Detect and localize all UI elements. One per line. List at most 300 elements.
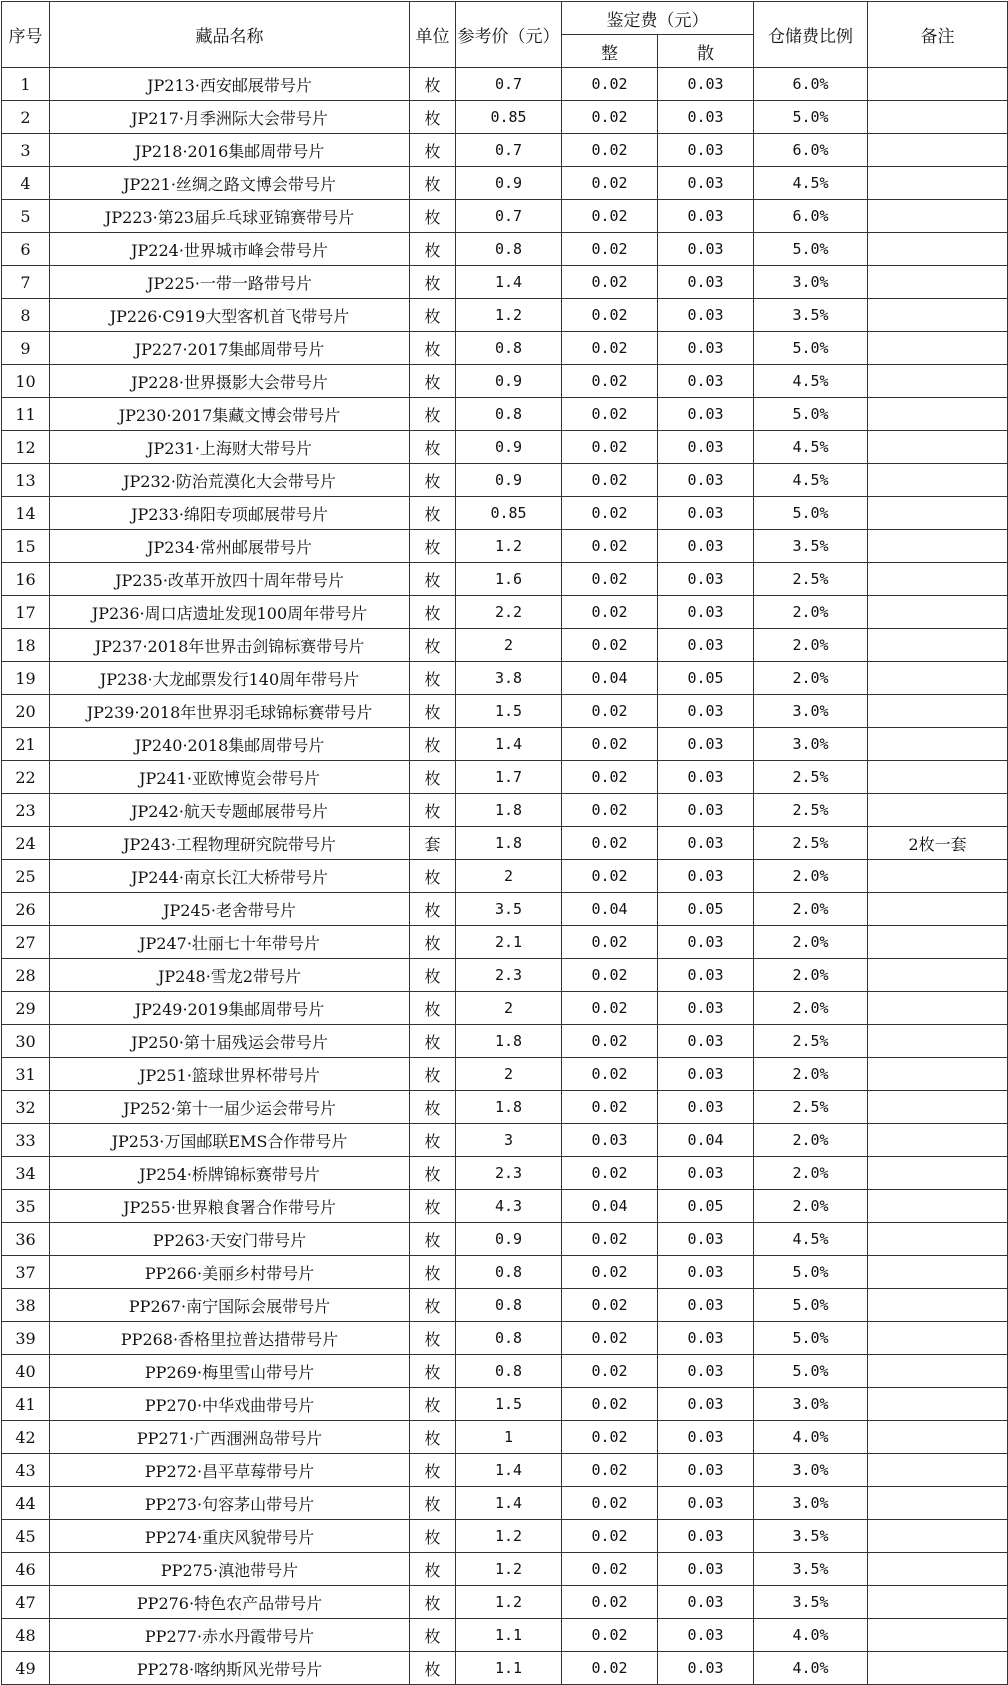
cell-storage-ratio: 2.5%: [754, 1025, 868, 1058]
cell-remark: 2枚一套: [868, 827, 1008, 860]
cell-storage-ratio: 3.0%: [754, 695, 868, 728]
cell-seq: 28: [2, 959, 50, 992]
header-name: 藏品名称: [50, 2, 410, 68]
cell-appraisal-loose: 0.03: [658, 68, 754, 101]
table-row: [2, 167, 1008, 200]
cell-name: JP238·大龙邮票发行140周年带号片: [50, 662, 410, 695]
table-row: [2, 1454, 1008, 1487]
cell-appraisal-loose: 0.03: [658, 365, 754, 398]
cell-appraisal-loose: 0.03: [658, 530, 754, 563]
cell-appraisal-whole: 0.02: [562, 926, 658, 959]
cell-appraisal-whole: 0.02: [562, 167, 658, 200]
cell-remark: [868, 497, 1008, 530]
collection-price-table: [1, 1, 1008, 1685]
cell-appraisal-loose: 0.03: [658, 497, 754, 530]
cell-remark: [868, 266, 1008, 299]
cell-ref-price: 0.9: [456, 464, 562, 497]
cell-name: JP227·2017集邮周带号片: [50, 332, 410, 365]
cell-ref-price: 0.7: [456, 134, 562, 167]
cell-ref-price: 2: [456, 992, 562, 1025]
cell-unit: 枚: [410, 1190, 456, 1223]
table-row: [2, 1190, 1008, 1223]
table-row: [2, 1388, 1008, 1421]
cell-unit: 枚: [410, 1124, 456, 1157]
cell-name: PP263·天安门带号片: [50, 1223, 410, 1256]
cell-seq: 39: [2, 1322, 50, 1355]
cell-appraisal-whole: 0.02: [562, 761, 658, 794]
cell-storage-ratio: 4.5%: [754, 167, 868, 200]
cell-name: PP276·特色农产品带号片: [50, 1586, 410, 1619]
cell-unit: 枚: [410, 1586, 456, 1619]
cell-remark: [868, 1355, 1008, 1388]
cell-name: PP268·香格里拉普达措带号片: [50, 1322, 410, 1355]
cell-remark: [868, 959, 1008, 992]
cell-seq: 34: [2, 1157, 50, 1190]
table-row: [2, 200, 1008, 233]
cell-ref-price: 1.5: [456, 695, 562, 728]
cell-seq: 9: [2, 332, 50, 365]
cell-name: JP232·防治荒漠化大会带号片: [50, 464, 410, 497]
cell-remark: [868, 1553, 1008, 1586]
cell-seq: 5: [2, 200, 50, 233]
cell-unit: 枚: [410, 1157, 456, 1190]
cell-appraisal-whole: 0.02: [562, 695, 658, 728]
table-row: [2, 794, 1008, 827]
header-storage-ratio: 仓储费比例: [754, 2, 868, 68]
cell-ref-price: 2: [456, 860, 562, 893]
table-row: [2, 266, 1008, 299]
cell-name: JP241·亚欧博览会带号片: [50, 761, 410, 794]
cell-appraisal-loose: 0.03: [658, 794, 754, 827]
cell-seq: 38: [2, 1289, 50, 1322]
cell-ref-price: 3.5: [456, 893, 562, 926]
cell-ref-price: 0.85: [456, 497, 562, 530]
table-row: [2, 1157, 1008, 1190]
cell-appraisal-loose: 0.03: [658, 1256, 754, 1289]
cell-name: JP250·第十届残运会带号片: [50, 1025, 410, 1058]
table-row: [2, 1058, 1008, 1091]
cell-seq: 1: [2, 68, 50, 101]
cell-name: JP239·2018年世界羽毛球锦标赛带号片: [50, 695, 410, 728]
cell-storage-ratio: 2.0%: [754, 1190, 868, 1223]
cell-unit: 枚: [410, 167, 456, 200]
cell-appraisal-loose: 0.03: [658, 1487, 754, 1520]
cell-seq: 13: [2, 464, 50, 497]
table-row: [2, 992, 1008, 1025]
header-ref-price: 参考价（元）: [456, 2, 562, 68]
cell-appraisal-whole: 0.02: [562, 827, 658, 860]
cell-name: JP226·C919大型客机首飞带号片: [50, 299, 410, 332]
cell-ref-price: 2.1: [456, 926, 562, 959]
cell-appraisal-loose: 0.03: [658, 827, 754, 860]
cell-remark: [868, 167, 1008, 200]
cell-appraisal-loose: 0.03: [658, 728, 754, 761]
cell-unit: 枚: [410, 332, 456, 365]
cell-seq: 19: [2, 662, 50, 695]
cell-remark: [868, 1652, 1008, 1685]
cell-ref-price: 0.8: [456, 332, 562, 365]
cell-seq: 44: [2, 1487, 50, 1520]
cell-unit: 枚: [410, 1454, 456, 1487]
cell-storage-ratio: 2.0%: [754, 1157, 868, 1190]
header-unit: 单位: [410, 2, 456, 68]
cell-appraisal-whole: 0.04: [562, 1190, 658, 1223]
cell-storage-ratio: 5.0%: [754, 398, 868, 431]
cell-remark: [868, 1091, 1008, 1124]
cell-storage-ratio: 2.0%: [754, 926, 868, 959]
cell-ref-price: 1.8: [456, 1091, 562, 1124]
cell-unit: 枚: [410, 365, 456, 398]
cell-name: JP213·西安邮展带号片: [50, 68, 410, 101]
cell-remark: [868, 1025, 1008, 1058]
cell-unit: 枚: [410, 1619, 456, 1652]
cell-seq: 37: [2, 1256, 50, 1289]
table-row: [2, 1553, 1008, 1586]
cell-storage-ratio: 2.0%: [754, 992, 868, 1025]
table-row: [2, 299, 1008, 332]
cell-unit: 枚: [410, 992, 456, 1025]
cell-seq: 27: [2, 926, 50, 959]
cell-name: JP224·世界城市峰会带号片: [50, 233, 410, 266]
cell-name: PP277·赤水丹霞带号片: [50, 1619, 410, 1652]
cell-remark: [868, 1190, 1008, 1223]
cell-appraisal-whole: 0.02: [562, 200, 658, 233]
cell-ref-price: 2.3: [456, 959, 562, 992]
cell-name: JP252·第十一届少运会带号片: [50, 1091, 410, 1124]
cell-appraisal-loose: 0.03: [658, 1388, 754, 1421]
cell-appraisal-whole: 0.02: [562, 563, 658, 596]
cell-seq: 3: [2, 134, 50, 167]
cell-appraisal-whole: 0.02: [562, 101, 658, 134]
cell-storage-ratio: 5.0%: [754, 233, 868, 266]
cell-ref-price: 1.1: [456, 1652, 562, 1685]
cell-remark: [868, 893, 1008, 926]
cell-seq: 24: [2, 827, 50, 860]
cell-appraisal-loose: 0.03: [658, 629, 754, 662]
cell-name: PP273·句容茅山带号片: [50, 1487, 410, 1520]
cell-appraisal-loose: 0.03: [658, 464, 754, 497]
cell-remark: [868, 464, 1008, 497]
cell-ref-price: 0.8: [456, 233, 562, 266]
cell-storage-ratio: 2.0%: [754, 596, 868, 629]
cell-seq: 49: [2, 1652, 50, 1685]
cell-storage-ratio: 5.0%: [754, 101, 868, 134]
cell-storage-ratio: 2.0%: [754, 1058, 868, 1091]
cell-appraisal-loose: 0.03: [658, 1025, 754, 1058]
table-row: [2, 1520, 1008, 1553]
cell-appraisal-loose: 0.03: [658, 695, 754, 728]
cell-appraisal-loose: 0.05: [658, 662, 754, 695]
cell-appraisal-loose: 0.03: [658, 266, 754, 299]
cell-appraisal-whole: 0.02: [562, 398, 658, 431]
cell-storage-ratio: 2.0%: [754, 893, 868, 926]
cell-appraisal-whole: 0.02: [562, 794, 658, 827]
cell-storage-ratio: 2.5%: [754, 761, 868, 794]
header-loose: 散: [658, 35, 754, 68]
table-row: [2, 860, 1008, 893]
table-row: [2, 926, 1008, 959]
cell-name: JP245·老舍带号片: [50, 893, 410, 926]
cell-remark: [868, 1256, 1008, 1289]
cell-remark: [868, 233, 1008, 266]
cell-name: PP267·南宁国际会展带号片: [50, 1289, 410, 1322]
table-row: [2, 464, 1008, 497]
cell-name: JP253·万国邮联EMS合作带号片: [50, 1124, 410, 1157]
cell-remark: [868, 1520, 1008, 1553]
cell-appraisal-loose: 0.03: [658, 1289, 754, 1322]
cell-appraisal-loose: 0.03: [658, 398, 754, 431]
cell-seq: 10: [2, 365, 50, 398]
cell-unit: 枚: [410, 1025, 456, 1058]
table-row: [2, 1652, 1008, 1685]
cell-name: JP223·第23届乒乓球亚锦赛带号片: [50, 200, 410, 233]
cell-ref-price: 0.9: [456, 365, 562, 398]
table-row: [2, 827, 1008, 860]
cell-seq: 12: [2, 431, 50, 464]
table-row: [2, 662, 1008, 695]
table-row: [2, 761, 1008, 794]
cell-unit: 枚: [410, 794, 456, 827]
table-body: [2, 68, 1008, 1685]
table-row: [2, 530, 1008, 563]
cell-appraisal-loose: 0.05: [658, 893, 754, 926]
cell-appraisal-loose: 0.03: [658, 134, 754, 167]
cell-appraisal-loose: 0.03: [658, 1091, 754, 1124]
cell-remark: [868, 1454, 1008, 1487]
cell-unit: 枚: [410, 1091, 456, 1124]
cell-name: JP249·2019集邮周带号片: [50, 992, 410, 1025]
cell-seq: 22: [2, 761, 50, 794]
cell-storage-ratio: 6.0%: [754, 134, 868, 167]
cell-seq: 2: [2, 101, 50, 134]
table-row: [2, 563, 1008, 596]
cell-appraisal-whole: 0.02: [562, 134, 658, 167]
cell-ref-price: 1: [456, 1421, 562, 1454]
cell-ref-price: 0.8: [456, 1289, 562, 1322]
cell-unit: 枚: [410, 497, 456, 530]
cell-remark: [868, 662, 1008, 695]
cell-name: PP271·广西涠洲岛带号片: [50, 1421, 410, 1454]
table-row: [2, 1025, 1008, 1058]
cell-appraisal-loose: 0.03: [658, 596, 754, 629]
cell-name: JP230·2017集藏文博会带号片: [50, 398, 410, 431]
cell-name: PP275·滇池带号片: [50, 1553, 410, 1586]
table-row: [2, 1322, 1008, 1355]
cell-unit: 枚: [410, 860, 456, 893]
cell-ref-price: 1.1: [456, 1619, 562, 1652]
cell-unit: 枚: [410, 1289, 456, 1322]
cell-remark: [868, 992, 1008, 1025]
cell-unit: 枚: [410, 1520, 456, 1553]
cell-appraisal-whole: 0.04: [562, 662, 658, 695]
cell-name: JP228·世界摄影大会带号片: [50, 365, 410, 398]
cell-ref-price: 1.8: [456, 827, 562, 860]
cell-appraisal-loose: 0.03: [658, 1421, 754, 1454]
cell-appraisal-whole: 0.02: [562, 1421, 658, 1454]
cell-ref-price: 1.8: [456, 1025, 562, 1058]
cell-remark: [868, 200, 1008, 233]
cell-appraisal-whole: 0.04: [562, 893, 658, 926]
table-header: [2, 2, 1008, 68]
cell-seq: 18: [2, 629, 50, 662]
cell-unit: 枚: [410, 695, 456, 728]
cell-seq: 14: [2, 497, 50, 530]
cell-remark: [868, 596, 1008, 629]
cell-unit: 枚: [410, 398, 456, 431]
cell-ref-price: 3: [456, 1124, 562, 1157]
cell-name: JP243·工程物理研究院带号片: [50, 827, 410, 860]
cell-appraisal-loose: 0.03: [658, 926, 754, 959]
cell-appraisal-loose: 0.03: [658, 233, 754, 266]
cell-remark: [868, 332, 1008, 365]
cell-appraisal-whole: 0.02: [562, 1652, 658, 1685]
header-remark: 备注: [868, 2, 1008, 68]
cell-appraisal-whole: 0.02: [562, 530, 658, 563]
cell-unit: 枚: [410, 101, 456, 134]
cell-appraisal-loose: 0.03: [658, 992, 754, 1025]
cell-storage-ratio: 3.0%: [754, 1454, 868, 1487]
cell-storage-ratio: 3.5%: [754, 1520, 868, 1553]
cell-name: JP248·雪龙2带号片: [50, 959, 410, 992]
cell-appraisal-loose: 0.03: [658, 1553, 754, 1586]
cell-appraisal-loose: 0.03: [658, 1586, 754, 1619]
table-row: [2, 1421, 1008, 1454]
cell-appraisal-loose: 0.03: [658, 1157, 754, 1190]
cell-unit: 枚: [410, 761, 456, 794]
cell-ref-price: 0.8: [456, 1322, 562, 1355]
table-row: [2, 959, 1008, 992]
cell-remark: [868, 1322, 1008, 1355]
cell-storage-ratio: 4.0%: [754, 1619, 868, 1652]
cell-appraisal-whole: 0.02: [562, 1520, 658, 1553]
cell-appraisal-whole: 0.02: [562, 1586, 658, 1619]
cell-storage-ratio: 5.0%: [754, 1322, 868, 1355]
cell-seq: 36: [2, 1223, 50, 1256]
cell-storage-ratio: 3.5%: [754, 1553, 868, 1586]
cell-seq: 11: [2, 398, 50, 431]
cell-ref-price: 2: [456, 629, 562, 662]
cell-ref-price: 1.2: [456, 1586, 562, 1619]
cell-storage-ratio: 2.0%: [754, 662, 868, 695]
cell-appraisal-whole: 0.02: [562, 1256, 658, 1289]
cell-ref-price: 0.9: [456, 167, 562, 200]
cell-ref-price: 2.2: [456, 596, 562, 629]
cell-appraisal-whole: 0.02: [562, 1157, 658, 1190]
cell-unit: 枚: [410, 893, 456, 926]
cell-unit: 枚: [410, 1487, 456, 1520]
cell-seq: 46: [2, 1553, 50, 1586]
cell-storage-ratio: 5.0%: [754, 1355, 868, 1388]
cell-remark: [868, 761, 1008, 794]
cell-appraisal-loose: 0.03: [658, 959, 754, 992]
cell-seq: 15: [2, 530, 50, 563]
cell-ref-price: 4.3: [456, 1190, 562, 1223]
cell-ref-price: 0.7: [456, 200, 562, 233]
cell-remark: [868, 134, 1008, 167]
cell-remark: [868, 794, 1008, 827]
cell-unit: 枚: [410, 200, 456, 233]
cell-remark: [868, 530, 1008, 563]
cell-appraisal-loose: 0.03: [658, 1652, 754, 1685]
cell-ref-price: 0.9: [456, 1223, 562, 1256]
cell-storage-ratio: 4.5%: [754, 365, 868, 398]
cell-seq: 16: [2, 563, 50, 596]
cell-name: JP244·南京长江大桥带号片: [50, 860, 410, 893]
cell-storage-ratio: 5.0%: [754, 332, 868, 365]
cell-ref-price: 1.2: [456, 1520, 562, 1553]
cell-unit: 枚: [410, 728, 456, 761]
cell-name: JP218·2016集邮周带号片: [50, 134, 410, 167]
cell-storage-ratio: 2.5%: [754, 563, 868, 596]
cell-appraisal-whole: 0.02: [562, 68, 658, 101]
cell-ref-price: 1.4: [456, 728, 562, 761]
cell-seq: 17: [2, 596, 50, 629]
cell-unit: 枚: [410, 629, 456, 662]
cell-remark: [868, 101, 1008, 134]
cell-unit: 枚: [410, 1388, 456, 1421]
cell-appraisal-whole: 0.02: [562, 596, 658, 629]
cell-name: JP237·2018年世界击剑锦标赛带号片: [50, 629, 410, 662]
cell-name: PP274·重庆风貌带号片: [50, 1520, 410, 1553]
cell-storage-ratio: 6.0%: [754, 68, 868, 101]
table-row: [2, 332, 1008, 365]
cell-appraisal-whole: 0.02: [562, 299, 658, 332]
cell-appraisal-whole: 0.02: [562, 1619, 658, 1652]
cell-unit: 套: [410, 827, 456, 860]
cell-seq: 4: [2, 167, 50, 200]
cell-remark: [868, 1157, 1008, 1190]
cell-unit: 枚: [410, 662, 456, 695]
cell-appraisal-whole: 0.02: [562, 365, 658, 398]
cell-storage-ratio: 2.0%: [754, 629, 868, 662]
cell-unit: 枚: [410, 68, 456, 101]
cell-remark: [868, 299, 1008, 332]
cell-seq: 20: [2, 695, 50, 728]
table-row: [2, 1223, 1008, 1256]
table-row: [2, 1586, 1008, 1619]
cell-appraisal-whole: 0.02: [562, 1322, 658, 1355]
cell-name: PP269·梅里雪山带号片: [50, 1355, 410, 1388]
cell-seq: 45: [2, 1520, 50, 1553]
cell-name: PP266·美丽乡村带号片: [50, 1256, 410, 1289]
cell-storage-ratio: 3.5%: [754, 1586, 868, 1619]
cell-storage-ratio: 5.0%: [754, 497, 868, 530]
table-row: [2, 134, 1008, 167]
cell-appraisal-loose: 0.03: [658, 761, 754, 794]
cell-appraisal-whole: 0.02: [562, 1058, 658, 1091]
cell-appraisal-whole: 0.02: [562, 464, 658, 497]
cell-storage-ratio: 6.0%: [754, 200, 868, 233]
cell-appraisal-loose: 0.03: [658, 860, 754, 893]
table-row: [2, 1619, 1008, 1652]
cell-unit: 枚: [410, 266, 456, 299]
cell-remark: [868, 926, 1008, 959]
cell-name: JP236·周口店遗址发现100周年带号片: [50, 596, 410, 629]
cell-appraisal-loose: 0.03: [658, 1058, 754, 1091]
cell-remark: [868, 365, 1008, 398]
cell-seq: 6: [2, 233, 50, 266]
cell-seq: 31: [2, 1058, 50, 1091]
cell-appraisal-loose: 0.03: [658, 200, 754, 233]
cell-appraisal-loose: 0.03: [658, 1454, 754, 1487]
cell-unit: 枚: [410, 1223, 456, 1256]
cell-ref-price: 1.7: [456, 761, 562, 794]
cell-name: JP234·常州邮展带号片: [50, 530, 410, 563]
cell-appraisal-whole: 0.02: [562, 431, 658, 464]
cell-storage-ratio: 4.5%: [754, 431, 868, 464]
cell-seq: 32: [2, 1091, 50, 1124]
cell-appraisal-whole: 0.02: [562, 728, 658, 761]
